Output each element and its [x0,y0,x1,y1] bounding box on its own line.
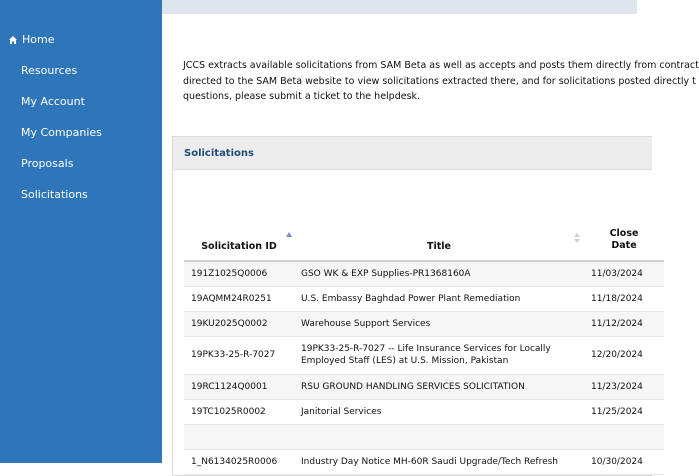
sidebar-item-label: Resources [21,64,78,77]
column-header-solicitation-id[interactable] [184,223,294,261]
cell-close-date: 11/18/2024 [584,286,664,311]
panel-title: Solicitations [173,137,652,170]
column-header-label: Close [609,228,639,239]
sort-icon [574,233,580,243]
cell-close-date [584,424,664,449]
sidebar-item-home[interactable] [0,24,162,55]
cell-title: RSU GROUND HANDLING SERVICES SOLICITATION [294,374,584,399]
cell-solicitation-id [184,424,294,449]
column-header-label: Solicitation ID [201,241,277,252]
cell-close-date: 11/23/2024 [584,374,664,399]
intro-line: directed to the SAM Beta website to view solicitations extracted there, and for solicitations posted directly t [183,75,696,87]
sidebar-item-my-companies[interactable] [0,117,162,148]
cell-solicitation-id: 19KU2025Q0002 [184,311,294,336]
intro-line: questions, please submit a ticket to the helpdesk. [183,91,421,102]
cell-title: Industry Day Notice MH-60R Saudi Upgrade/Tech Refresh [294,449,584,474]
column-header-close-date[interactable] [584,223,664,261]
cell-solicitation-id: 19RC1124Q0001 [184,374,294,399]
table-row[interactable] [184,286,664,311]
sidebar-item-label: Home [22,33,55,46]
cell-title: U.S. Embassy Baghdad Power Plant Remediation [294,286,584,311]
sort-ascending-icon [286,232,292,237]
main-content [162,14,699,467]
table-row[interactable] [184,261,664,286]
cell-solicitation-id: 19TC1025R0002 [184,399,294,424]
cell-solicitation-id: 1_N6134025R0006 [184,449,294,474]
sidebar-item-resources[interactable] [0,55,162,86]
cell-title: GSO WK & EXP Supplies-PR1368160A [294,261,584,286]
table-row[interactable] [184,336,664,374]
cell-solicitation-id: 191Z1025Q0006 [184,261,294,286]
column-header-label: Date [611,240,637,251]
column-header-label: Title [427,241,451,252]
solicitations-table [184,223,664,475]
sidebar-item-label: My Companies [21,126,102,139]
sidebar-item-label: My Account [21,95,85,108]
solicitations-panel [172,136,652,476]
intro-text [183,58,699,105]
cell-title: Janitorial Services [294,399,584,424]
cell-title [294,424,584,449]
table-row[interactable] [184,311,664,336]
sidebar-item-my-account[interactable] [0,86,162,117]
cell-title: 19PK33-25-R-7027 -- Life Insurance Services for Locally Employed Staff (LES) at U.S. Mission, Pakistan [294,336,584,374]
sidebar-item-proposals[interactable] [0,148,162,179]
cell-close-date: 11/12/2024 [584,311,664,336]
sidebar-item-solicitations[interactable] [0,179,162,210]
top-band [162,0,637,14]
cell-solicitation-id: 19PK33-25-R-7027 [184,336,294,374]
home-icon [8,35,18,45]
cell-close-date: 12/20/2024 [584,336,664,374]
cell-close-date: 10/30/2024 [584,449,664,474]
sidebar [0,0,162,463]
sidebar-item-label: Solicitations [21,188,88,201]
cell-title: Warehouse Support Services [294,311,584,336]
cell-close-date: 11/25/2024 [584,399,664,424]
table-row[interactable] [184,449,664,474]
table-row[interactable] [184,424,664,449]
cell-solicitation-id: 19AQMM24R0251 [184,286,294,311]
table-row[interactable] [184,374,664,399]
table-row[interactable] [184,399,664,424]
sidebar-item-label: Proposals [21,157,74,170]
column-header-title[interactable] [294,223,584,261]
intro-line: JCCS extracts available solicitations from SAM Beta as well as accepts and posts them directly from contract [183,60,699,71]
cell-close-date: 11/03/2024 [584,261,664,286]
